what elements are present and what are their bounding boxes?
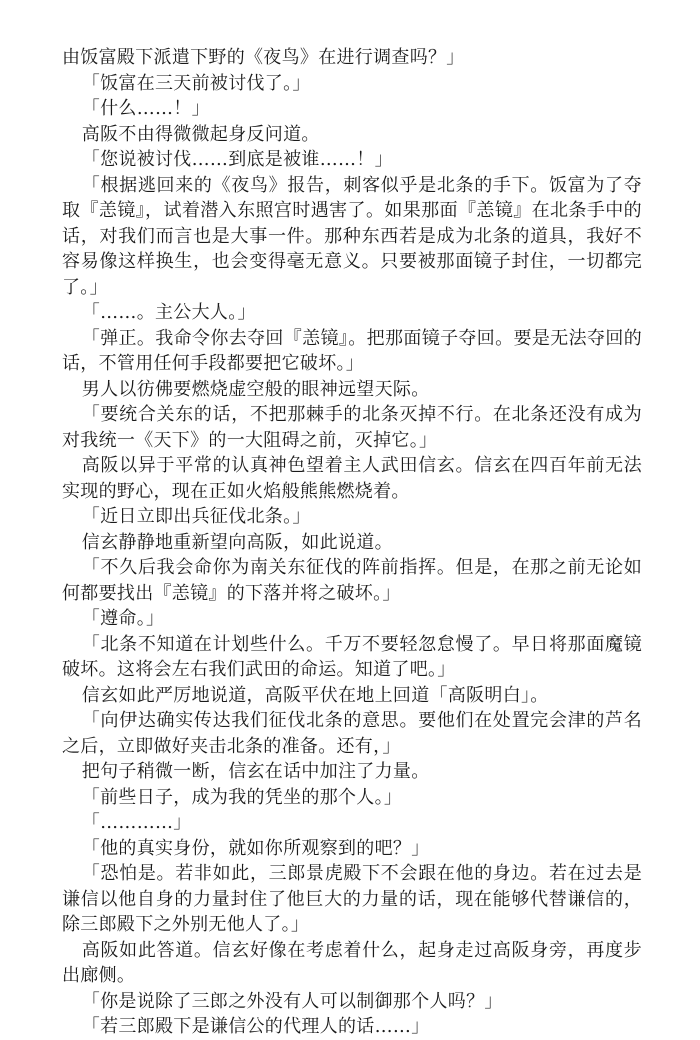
paragraph: 「饭富在三天前被讨伐了。」 xyxy=(81,72,311,94)
paragraph: 「您说被讨伐……到底是被谁……！」 xyxy=(81,149,393,170)
paragraph: 高阪以异于平常的认真神色望着主人武田信玄。信玄在四百年前无法实现的野心，现在正如火焰般熊熊燃烧着。 xyxy=(62,455,642,502)
paragraph: 「你是说除了三郎之外没有人可以制御那个人吗？」 xyxy=(81,990,503,1012)
paragraph: 「恐怕是。若非如此，三郎景虎殿下不会跟在他的身边。若在过去是谦信以他自身的力量封住了他巨大的力量的话，现在能够代替谦信的，除三郎殿下之外别无他人了。」 xyxy=(62,863,642,935)
paragraph: 高阪不由得微微起身反问道。 xyxy=(81,123,320,145)
paragraph: 「若三郎殿下是谦信公的代理人的话……」 xyxy=(81,1016,430,1037)
paragraph: 「要统合关东的话，不把那棘手的北条灭掉不行。在北条还没有成为对我统一《天下》的一大阻碍之前，灭掉它。」 xyxy=(62,404,642,451)
paragraph: 「近日立即出兵征伐北条。」 xyxy=(81,506,311,527)
paragraph: 「他的真实身份，就如你所观察到的吧？」 xyxy=(81,837,430,859)
paragraph: 男人以彷佛要燃烧虚空般的眼神远望天际。 xyxy=(81,378,430,400)
paragraph: 「什么……！」 xyxy=(81,98,210,119)
paragraph: 「前些日子，成为我的凭坐的那个人。」 xyxy=(81,786,403,808)
paragraph: 把句子稍微一断，信玄在话中加注了力量。 xyxy=(81,761,430,782)
paragraph: 高阪如此答道。信玄好像在考虑着什么，起身走过高阪身旁，再度步出廊侧。 xyxy=(62,939,642,986)
paragraph: 由饭富殿下派遣下野的《夜鸟》在进行调查吗？」 xyxy=(62,47,465,68)
paragraph: 信玄静静地重新望向高阪，如此说道。 xyxy=(81,531,393,553)
paragraph: 「北条不知道在计划些什么。千万不要轻忽怠慢了。早日将那面魔镜破坏。这将会左右我们武田的命运。知道了吧。」 xyxy=(62,633,642,680)
paragraph: 「弹正。我命令你去夺回『恙镜』。把那面镜子夺回。要是无法夺回的话，不管用任何手段都要把它破坏。」 xyxy=(62,327,642,374)
paragraph: 信玄如此严厉地说道，高阪平伏在地上回道「高阪明白」。 xyxy=(81,684,549,706)
paragraph: 「根据逃回来的《夜鸟》报告，刺客似乎是北条的手下。饭富为了夺取『恙镜』，试着潜入东照宫时遇害了。如果那面『恙镜』在北条手中的话，对我们而言也是大事一件。那种东西若是成为北条的道具，我好不容易像这样换生，也会变得毫无意义。只要被那面镜子封住，一切都完了。」 xyxy=(62,174,642,298)
paragraph: 「……。主公大人。」 xyxy=(81,302,256,323)
paragraph: 「…………」 xyxy=(81,812,192,833)
paragraph: 「遵命。」 xyxy=(81,608,165,629)
paragraph: 「向伊达确实传达我们征伐北条的意思。要他们在处置完会津的芦名之后，立即做好夹击北条的准备。还有，」 xyxy=(62,710,642,757)
document-page xyxy=(62,45,642,1040)
paragraph: 「不久后我会命你为南关东征伐的阵前指挥。但是，在那之前无论如何都要找出『恙镜』的下落并将之破坏。」 xyxy=(62,557,642,604)
